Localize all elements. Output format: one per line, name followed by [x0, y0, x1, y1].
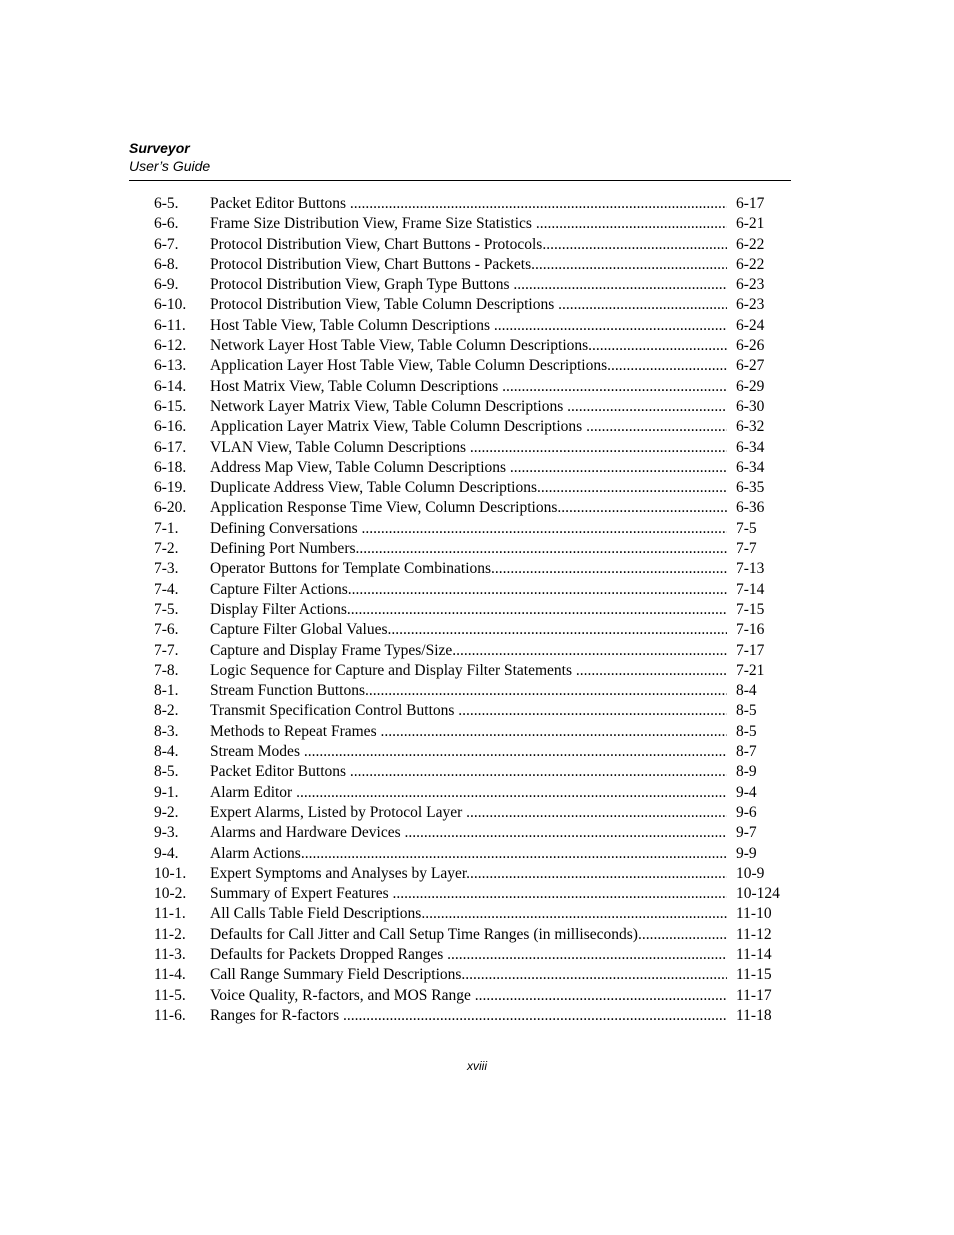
entry-title-with-leader — [210, 641, 727, 661]
entry-title: Operator Buttons for Template Combinations — [210, 560, 492, 578]
entry-title: Network Layer Host Table View, Table Column Descriptions — [210, 337, 589, 355]
entry-number: 8-1. — [154, 682, 179, 700]
toc-entry — [154, 1006, 794, 1026]
entry-title: Frame Size Distribution View, Frame Size Statistics — [210, 215, 536, 233]
entry-title: Host Table View, Table Column Descriptions — [210, 316, 494, 334]
dot-leader — [466, 865, 727, 882]
entry-title-with-leader — [210, 255, 727, 275]
entry-number: 11-3. — [154, 945, 186, 963]
entry-title: Defining Port Numbers — [210, 540, 356, 558]
entry-number: 9-3. — [154, 824, 179, 842]
dot-leader — [458, 702, 727, 719]
dot-leader — [536, 215, 727, 232]
entry-number: 11-2. — [154, 925, 186, 943]
dot-leader — [461, 966, 727, 983]
dot-leader — [513, 276, 727, 293]
entry-title-with-leader — [210, 438, 727, 458]
entry-number: 7-1. — [154, 519, 179, 537]
entry-page-number: 6-32 — [736, 418, 765, 436]
entry-page-number: 6-22 — [736, 235, 765, 253]
entry-title: Expert Alarms, Listed by Protocol Layer — [210, 803, 467, 821]
toc-entry — [154, 864, 794, 884]
toc-entry — [154, 722, 794, 742]
toc-entry — [154, 316, 794, 336]
entry-title: Protocol Distribution View, Graph Type Buttons — [210, 276, 514, 294]
dot-leader — [405, 824, 727, 841]
entry-number: 7-8. — [154, 661, 179, 679]
entry-page-number: 7-5 — [736, 519, 757, 537]
entry-page-number: 8-9 — [736, 763, 757, 781]
toc-entry — [154, 356, 794, 376]
entry-title-with-leader — [210, 945, 727, 965]
dot-leader — [531, 256, 727, 273]
entry-number: 11-6. — [154, 1006, 186, 1024]
toc-entry — [154, 681, 794, 701]
entry-number: 6-6. — [154, 215, 179, 233]
entry-number: 11-1. — [154, 905, 186, 923]
entry-title-with-leader — [210, 844, 727, 864]
entry-page-number: 11-10 — [736, 905, 772, 923]
toc-entry — [154, 580, 794, 600]
entry-title-with-leader — [210, 458, 727, 478]
entry-title-with-leader — [210, 194, 727, 214]
entry-page-number: 6-35 — [736, 479, 765, 497]
entry-title: Summary of Expert Features — [210, 885, 393, 903]
entry-page-number: 6-26 — [736, 337, 765, 355]
dot-leader — [588, 337, 727, 354]
dot-leader — [388, 621, 727, 638]
entry-title: Expert Symptoms and Analyses by Layer — [210, 864, 467, 882]
entry-number: 8-4. — [154, 743, 179, 761]
entry-number: 8-5. — [154, 763, 179, 781]
entry-title: Address Map View, Table Column Descriptions — [210, 458, 510, 476]
entry-page-number: 7-16 — [736, 621, 765, 639]
entry-title: Alarm Actions — [210, 844, 301, 862]
entry-page-number: 8-7 — [736, 743, 757, 761]
entry-title-with-leader — [210, 884, 727, 904]
dot-leader — [301, 845, 727, 862]
dot-leader — [365, 682, 727, 699]
dot-leader — [567, 398, 727, 415]
toc-entry — [154, 336, 794, 356]
toc-entry — [154, 661, 794, 681]
entry-number: 6-13. — [154, 357, 187, 375]
running-header — [129, 139, 210, 175]
dot-leader — [638, 926, 727, 943]
entry-title-with-leader — [210, 600, 727, 620]
dot-leader — [348, 581, 727, 598]
entry-title: Application Layer Host Table View, Table Column Descriptions — [210, 357, 608, 375]
toc-entry — [154, 417, 794, 437]
toc-entry — [154, 235, 794, 255]
entry-title-with-leader — [210, 539, 727, 559]
entry-title: Application Layer Matrix View, Table Column Descriptions — [210, 418, 587, 436]
dot-leader — [502, 378, 727, 395]
entry-title-with-leader — [210, 701, 727, 721]
entry-title-with-leader — [210, 519, 727, 539]
entry-number: 7-4. — [154, 580, 179, 598]
toc-entry — [154, 600, 794, 620]
header-title: Surveyor — [129, 140, 190, 156]
entry-title-with-leader — [210, 762, 727, 782]
toc-entry — [154, 925, 794, 945]
header-subtitle: User’s Guide — [129, 158, 211, 174]
toc-entry — [154, 214, 794, 234]
entry-number: 6-8. — [154, 255, 179, 273]
entry-page-number: 11-18 — [736, 1006, 772, 1024]
toc-entry — [154, 783, 794, 803]
toc-entry — [154, 478, 794, 498]
entry-page-number: 7-7 — [736, 540, 757, 558]
entry-page-number: 8-4 — [736, 682, 757, 700]
entry-title-with-leader — [210, 722, 727, 742]
entry-page-number: 6-21 — [736, 215, 765, 233]
toc-entry — [154, 884, 794, 904]
entry-title: Methods to Repeat Frames — [210, 722, 381, 740]
entry-title-with-leader — [210, 1006, 727, 1026]
entry-page-number: 7-17 — [736, 641, 765, 659]
entry-number: 7-7. — [154, 641, 179, 659]
entry-number: 7-5. — [154, 600, 179, 618]
entry-title: Network Layer Matrix View, Table Column Descriptions — [210, 397, 568, 415]
entry-number: 9-1. — [154, 783, 179, 801]
entry-title-with-leader — [210, 295, 727, 315]
dot-leader — [537, 479, 727, 496]
toc-entry — [154, 275, 794, 295]
entry-title: Protocol Distribution View, Chart Buttons - Packets — [210, 255, 532, 273]
entry-page-number: 9-9 — [736, 844, 757, 862]
entry-title: Stream Function Buttons — [210, 682, 365, 700]
dot-leader — [296, 784, 727, 801]
dot-leader — [470, 439, 727, 456]
dot-leader — [362, 520, 727, 537]
entry-title: Host Matrix View, Table Column Descriptions — [210, 377, 503, 395]
entry-number: 7-6. — [154, 621, 179, 639]
dot-leader — [466, 804, 727, 821]
entry-title: Capture Filter Global Values — [210, 621, 388, 639]
entry-title-with-leader — [210, 377, 727, 397]
page-number: xviii — [467, 1059, 487, 1073]
entry-page-number: 11-14 — [736, 945, 772, 963]
entry-title-with-leader — [210, 478, 727, 498]
toc-entry — [154, 701, 794, 721]
dot-leader — [494, 317, 727, 334]
entry-number: 11-5. — [154, 986, 186, 1004]
toc-entry — [154, 377, 794, 397]
entry-number: 10-1. — [154, 864, 187, 882]
entry-title-with-leader — [210, 661, 727, 681]
entry-page-number: 11-15 — [736, 966, 772, 984]
entry-page-number: 11-17 — [736, 986, 772, 1004]
dot-leader — [421, 905, 727, 922]
entry-number: 7-3. — [154, 560, 179, 578]
entry-page-number: 9-6 — [736, 803, 757, 821]
entry-title: Defining Conversations — [210, 519, 362, 537]
entry-page-number: 10-124 — [736, 885, 780, 903]
entry-page-number: 6-34 — [736, 458, 765, 476]
entry-number: 6-14. — [154, 377, 187, 395]
toc-entry — [154, 620, 794, 640]
entry-title: Alarms and Hardware Devices — [210, 824, 405, 842]
entry-title-with-leader — [210, 214, 727, 234]
toc-entry — [154, 945, 794, 965]
dot-leader — [576, 662, 727, 679]
entry-title-with-leader — [210, 823, 727, 843]
entry-page-number: 6-29 — [736, 377, 765, 395]
entry-title-with-leader — [210, 803, 727, 823]
entry-title: Duplicate Address View, Table Column Descriptions — [210, 479, 538, 497]
entry-title: Ranges for R-factors — [210, 1006, 343, 1024]
entry-title: Stream Modes — [210, 743, 304, 761]
entry-number: 11-4. — [154, 966, 186, 984]
entry-title: Call Range Summary Field Descriptions — [210, 966, 462, 984]
toc-entry — [154, 559, 794, 579]
entry-title: Defaults for Packets Dropped Ranges — [210, 945, 448, 963]
entry-page-number: 6-36 — [736, 499, 765, 517]
entry-page-number: 7-21 — [736, 661, 765, 679]
entry-page-number: 6-30 — [736, 397, 765, 415]
entry-number: 6-19. — [154, 479, 187, 497]
entry-page-number: 9-7 — [736, 824, 757, 842]
entry-title-with-leader — [210, 925, 727, 945]
toc-entry — [154, 823, 794, 843]
entry-number: 6-15. — [154, 397, 187, 415]
entry-title-with-leader — [210, 397, 727, 417]
entry-number: 8-3. — [154, 722, 179, 740]
entry-number: 6-17. — [154, 438, 187, 456]
entry-title: Application Response Time View, Column Descriptions — [210, 499, 558, 517]
dot-leader — [586, 418, 727, 435]
toc-entry — [154, 742, 794, 762]
dot-leader — [343, 1007, 727, 1024]
entry-title-with-leader — [210, 275, 727, 295]
entry-title: Defaults for Call Jitter and Call Setup Time Ranges (in milliseconds) — [210, 925, 638, 943]
entry-page-number: 10-9 — [736, 864, 765, 882]
dot-leader — [452, 642, 727, 659]
entry-page-number: 6-17 — [736, 195, 765, 212]
entry-title: Capture and Display Frame Types/Size — [210, 641, 453, 659]
toc-entry — [154, 255, 794, 275]
entry-title-with-leader — [210, 681, 727, 701]
entry-number: 9-2. — [154, 803, 179, 821]
entry-number: 10-2. — [154, 885, 187, 903]
entry-title-with-leader — [210, 559, 727, 579]
dot-leader — [475, 987, 727, 1004]
toc-entry — [154, 762, 794, 782]
dot-leader — [510, 459, 727, 476]
entry-title-with-leader — [210, 904, 727, 924]
dot-leader — [607, 357, 727, 374]
dot-leader — [557, 499, 727, 516]
dot-leader — [304, 743, 727, 760]
toc-entry — [154, 397, 794, 417]
entry-title-with-leader — [210, 742, 727, 762]
entry-title-with-leader — [210, 965, 727, 985]
entry-title-with-leader — [210, 235, 727, 255]
dot-leader — [350, 195, 727, 212]
entry-page-number: 8-5 — [736, 722, 757, 740]
toc-entry — [154, 295, 794, 315]
entry-page-number: 7-13 — [736, 560, 765, 578]
dot-leader — [447, 946, 727, 963]
entry-page-number: 11-12 — [736, 925, 772, 943]
entry-number: 6-7. — [154, 235, 179, 253]
entry-title: Alarm Editor — [210, 783, 297, 801]
entry-page-number: 6-34 — [736, 438, 765, 456]
toc-entry — [154, 458, 794, 478]
entry-title: Voice Quality, R-factors, and MOS Range — [210, 986, 475, 1004]
entry-number: 6-10. — [154, 296, 187, 314]
toc-entry — [154, 986, 794, 1006]
entry-title: All Calls Table Field Descriptions — [210, 905, 422, 923]
toc-entry — [154, 539, 794, 559]
dot-leader — [491, 560, 727, 577]
entry-title-with-leader — [210, 336, 727, 356]
toc-entry — [154, 904, 794, 924]
entry-title-with-leader — [210, 864, 727, 884]
entry-title: Capture Filter Actions — [210, 580, 348, 598]
entry-page-number: 6-22 — [736, 255, 765, 273]
entry-title: Transmit Specification Control Buttons — [210, 702, 459, 720]
dot-leader — [350, 763, 727, 780]
dot-leader — [558, 296, 727, 313]
entry-title: Packet Editor Buttons — [210, 195, 350, 212]
entry-page-number: 6-23 — [736, 296, 765, 314]
toc-entry — [154, 803, 794, 823]
entry-number: 6-5. — [154, 195, 179, 212]
dot-leader — [380, 723, 727, 740]
entry-title-with-leader — [210, 620, 727, 640]
entry-title-with-leader — [210, 356, 727, 376]
entry-number: 9-4. — [154, 844, 179, 862]
dot-leader — [542, 236, 727, 253]
entry-page-number: 8-5 — [736, 702, 757, 720]
entry-title: Display Filter Actions — [210, 600, 347, 618]
header-rule — [129, 180, 791, 181]
entry-title-with-leader — [210, 417, 727, 437]
entry-title: VLAN View, Table Column Descriptions — [210, 438, 470, 456]
entry-title: Packet Editor Buttons — [210, 763, 350, 781]
list-of-tables — [154, 194, 794, 1026]
entry-number: 7-2. — [154, 540, 179, 558]
entry-page-number: 7-14 — [736, 580, 765, 598]
entry-page-number: 6-27 — [736, 357, 765, 375]
entry-title: Logic Sequence for Capture and Display Filter Statements — [210, 661, 576, 679]
toc-entry — [154, 498, 794, 518]
dot-leader — [356, 540, 727, 557]
toc-entry — [154, 844, 794, 864]
entry-number: 6-20. — [154, 499, 187, 517]
entry-number: 6-18. — [154, 458, 187, 476]
entry-title-with-leader — [210, 316, 727, 336]
dot-leader — [393, 885, 727, 902]
toc-entry — [154, 519, 794, 539]
entry-number: 6-11. — [154, 316, 186, 334]
entry-number: 6-12. — [154, 337, 187, 355]
toc-entry — [154, 965, 794, 985]
entry-title: Protocol Distribution View, Table Column Descriptions — [210, 296, 559, 314]
entry-number: 6-9. — [154, 276, 179, 294]
entry-title-with-leader — [210, 986, 727, 1006]
toc-entry — [154, 438, 794, 458]
entry-title-with-leader — [210, 498, 727, 518]
entry-title-with-leader — [210, 580, 727, 600]
entry-title-with-leader — [210, 783, 727, 803]
entry-number: 8-2. — [154, 702, 179, 720]
entry-title: Protocol Distribution View, Chart Buttons - Protocols — [210, 235, 543, 253]
entry-page-number: 6-24 — [736, 316, 765, 334]
entry-page-number: 7-15 — [736, 600, 765, 618]
entry-page-number: 9-4 — [736, 783, 757, 801]
dot-leader — [347, 601, 727, 618]
entry-page-number: 6-23 — [736, 276, 765, 294]
toc-entry — [154, 194, 794, 214]
entry-number: 6-16. — [154, 418, 187, 436]
toc-entry — [154, 641, 794, 661]
